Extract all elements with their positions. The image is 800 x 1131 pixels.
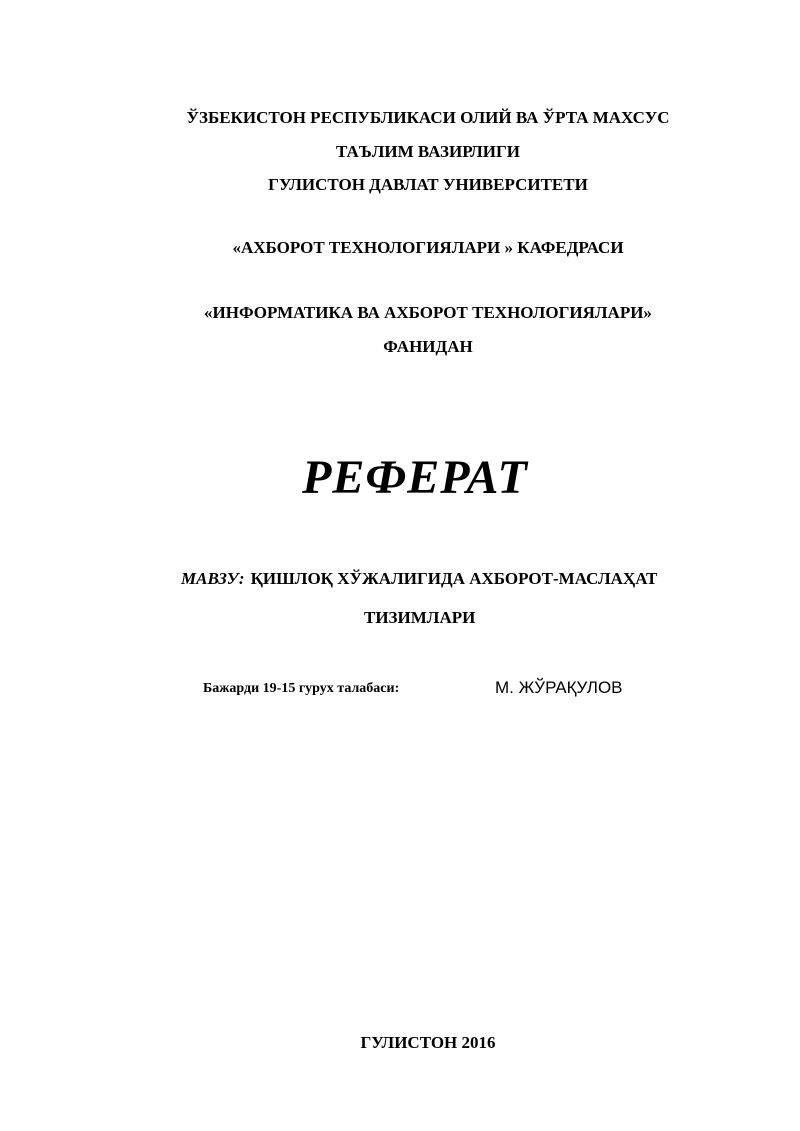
topic-line-1 bbox=[181, 569, 657, 589]
department-name: «АХБОРОТ ТЕХНОЛОГИЯЛАРИ » КАФЕДРАСИ bbox=[232, 238, 624, 257]
topic-label: МАВЗУ: bbox=[181, 569, 245, 588]
topic-line-2: ТИЗИМЛАРИ bbox=[364, 608, 476, 627]
university-name: ГУЛИСТОН ДАВЛАТ УНИВЕРСИТЕТИ bbox=[268, 175, 588, 194]
performer-label: Бажарди 19-15 гурух талабаси: bbox=[203, 681, 400, 696]
topic-text-1: ҚИШЛОҚ ХЎЖАЛИГИДА АХБОРОТ-МАСЛАҲАТ bbox=[250, 569, 658, 588]
subject-name: «ИНФОРМАТИКА ВА АХБОРОТ ТЕХНОЛОГИЯЛАРИ» bbox=[204, 303, 652, 322]
subject-suffix: ФАНИДАН bbox=[383, 337, 473, 356]
document-title: РЕФЕРАТ bbox=[302, 451, 528, 504]
ministry-line-2: ТАЪЛИМ ВАЗИРЛИГИ bbox=[335, 142, 521, 161]
footer-city-year: ГУЛИСТОН 2016 bbox=[360, 1033, 496, 1052]
ministry-line-1: ЎЗБЕКИСТОН РЕСПУБЛИКАСИ ОЛИЙ ВА ЎРТА МАХСУС bbox=[186, 108, 670, 127]
performer-name: М. ЖЎРАҚУЛОВ bbox=[495, 678, 623, 697]
